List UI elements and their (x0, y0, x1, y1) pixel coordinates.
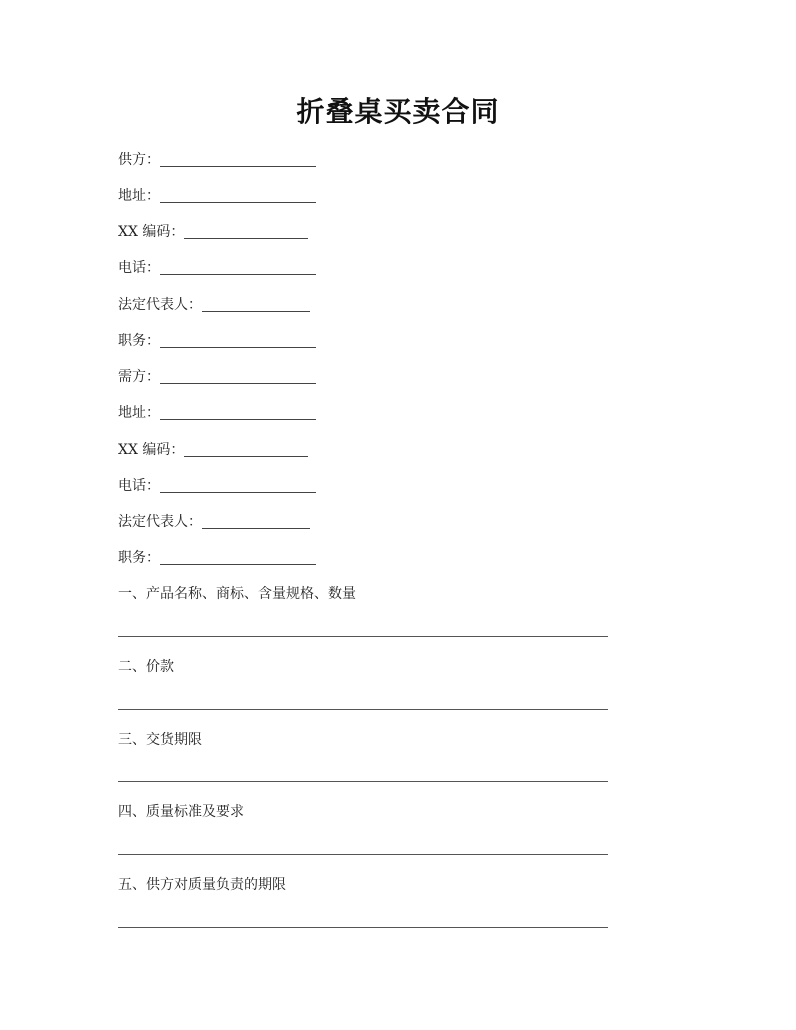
supplier-position-blank[interactable] (160, 331, 316, 348)
section-heading: 一、产品名称、商标、含量规格、数量 (118, 586, 356, 602)
supplier-legal-rep-field (118, 295, 310, 315)
supplier-legal-rep-blank[interactable] (202, 295, 310, 312)
supplier-address-field (118, 186, 316, 206)
buyer-legal-rep-label: 法定代表人： (118, 514, 202, 530)
buyer-code-label: XX 编码： (118, 442, 185, 458)
section-fill-line[interactable] (118, 927, 608, 928)
supplier-legal-rep-label: 法定代表人： (118, 297, 202, 313)
supplier-label: 供方： (118, 152, 160, 168)
supplier-code-label: XX 编码： (118, 224, 185, 240)
buyer-phone-blank[interactable] (160, 476, 316, 493)
supplier-blank[interactable] (160, 150, 316, 167)
section-fill-line[interactable] (118, 709, 608, 710)
section-fill-line[interactable] (118, 636, 608, 637)
buyer-address-field (118, 403, 316, 423)
section-heading: 四、质量标准及要求 (118, 804, 244, 820)
section-heading: 五、供方对质量负责的期限 (118, 877, 286, 893)
buyer-blank[interactable] (160, 367, 316, 384)
supplier-address-label: 地址： (118, 188, 160, 204)
buyer-phone-field (118, 476, 316, 496)
supplier-address-blank[interactable] (160, 186, 316, 203)
supplier-code-blank[interactable] (184, 222, 308, 239)
section-heading: 二、价款 (118, 659, 174, 675)
supplier-phone-blank[interactable] (160, 258, 316, 275)
buyer-legal-rep-field (118, 512, 310, 532)
supplier-field (118, 150, 316, 170)
supplier-position-field (118, 331, 316, 351)
section-fill-line[interactable] (118, 854, 608, 855)
document-title: 折叠桌买卖合同 (296, 95, 500, 128)
section-fill-line[interactable] (118, 781, 608, 782)
buyer-position-label: 职务： (118, 550, 160, 566)
buyer-code-field (118, 440, 308, 460)
buyer-position-blank[interactable] (160, 548, 316, 565)
section-heading: 三、交货期限 (118, 732, 202, 748)
buyer-field (118, 367, 316, 387)
supplier-position-label: 职务： (118, 333, 160, 349)
buyer-code-blank[interactable] (184, 440, 308, 457)
buyer-position-field (118, 548, 316, 568)
supplier-code-field (118, 222, 308, 242)
buyer-label: 需方： (118, 369, 160, 385)
buyer-phone-label: 电话： (118, 478, 160, 494)
supplier-phone-label: 电话： (118, 260, 160, 276)
buyer-address-blank[interactable] (160, 403, 316, 420)
buyer-legal-rep-blank[interactable] (202, 512, 310, 529)
supplier-phone-field (118, 258, 316, 278)
buyer-address-label: 地址： (118, 405, 160, 421)
